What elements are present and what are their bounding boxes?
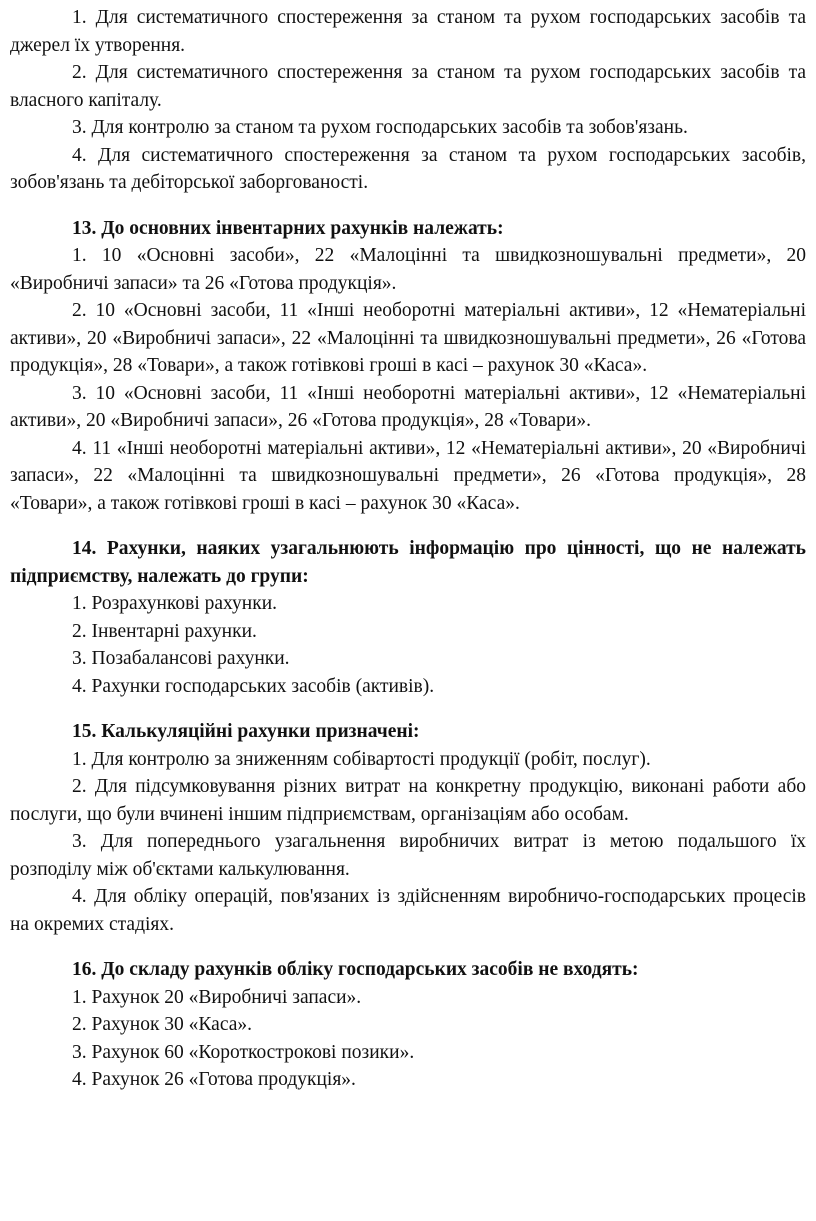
option: 3. Для попереднього узагальнення виробничих витрат із метою подальшого їх розподілу між об'єктами калькулювання. [10,831,806,880]
option: 4. Рахунки господарських засобів (активів). [72,675,435,697]
option: 4. Рахунок 26 «Готова продукція». [72,1069,356,1090]
option: 3. Для контролю за станом та рухом господарських засобів та зобов'язань. [72,117,688,138]
option: 1. Для контролю за зниженням собівартості продукції (робіт, послуг). [72,748,651,770]
option: 1. Розрахункові рахунки. [72,593,278,614]
question-13 [10,215,806,518]
question-title: 15. Калькуляційні рахунки призначені: [72,721,420,742]
option: 4. 11 «Інші необоротні матеріальні активи», 12 «Нематеріальні активи», 20 «Виробничі запаси», 22 «Малоцінні та швидкозношувальні предмети», 26 «Готова продукція», 28 «Товари», а також готівкові гроші в касі – рахунок 30 «Каса». [10,437,806,514]
question-15 [10,718,806,938]
option: 1. 10 «Основні засоби», 22 «Малоцінні та швидкозношувальні предмети», 20 «Виробничі запаси» та 26 «Готова продукція». [10,245,806,294]
question-title: 16. До складу рахунків обліку господарських засобів не входять: [72,959,639,980]
question-16 [10,956,806,1094]
option: 3. Рахунок 60 «Короткострокові позики». [72,1041,415,1063]
question-14 [10,535,806,700]
question-title: 13. До основних інвентарних рахунків належать: [72,217,504,239]
option: 2. 10 «Основні засоби, 11 «Інші необоротні матеріальні активи», 12 «Нематеріальні активи», 20 «Виробничі запаси», 22 «Малоцінні та швидкозношувальні предмети», 26 «Готова продукція», 28 «Товари», а також готівкові гроші в касі – рахунок 30 «Каса». [10,300,806,376]
option: 1. Рахунок 20 «Виробничі запаси». [72,986,362,1008]
intro-options [10,4,806,197]
option: 4. Для систематичного спостереження за станом та рухом господарських засобів, зобов'язань та дебіторської заборгованості. [10,144,806,193]
option: 2. Для підсумковування різних витрат на конкретну продукцію, виконані работи або послуги, що були вчинені іншим підприємствам, організаціям або особам. [10,776,806,825]
question-title: 14. Рахунки, наяких узагальнюють інформацію про цінності, що не належать підприємству, належать до групи: [10,538,806,587]
option: 3. 10 «Основні засоби, 11 «Інші необоротні матеріальні активи», 12 «Нематеріальні активи», 20 «Виробничі запаси», 26 «Готова продукція», 28 «Товари». [10,382,806,431]
option: 2. Інвентарні рахунки. [72,620,257,642]
option: 3. Позабалансові рахунки. [72,648,290,669]
option: 2. Рахунок 30 «Каса». [72,1014,252,1035]
option: 2. Для систематичного спостереження за станом та рухом господарських засобів та власного капіталу. [10,62,806,111]
option: 4. Для обліку операцій, пов'язаних із здійсненням виробничо-господарських процесів на окремих стадіях. [10,886,806,935]
option: 1. Для систематичного спостереження за станом та рухом господарських засобів та джерел їх утворення. [10,7,806,56]
